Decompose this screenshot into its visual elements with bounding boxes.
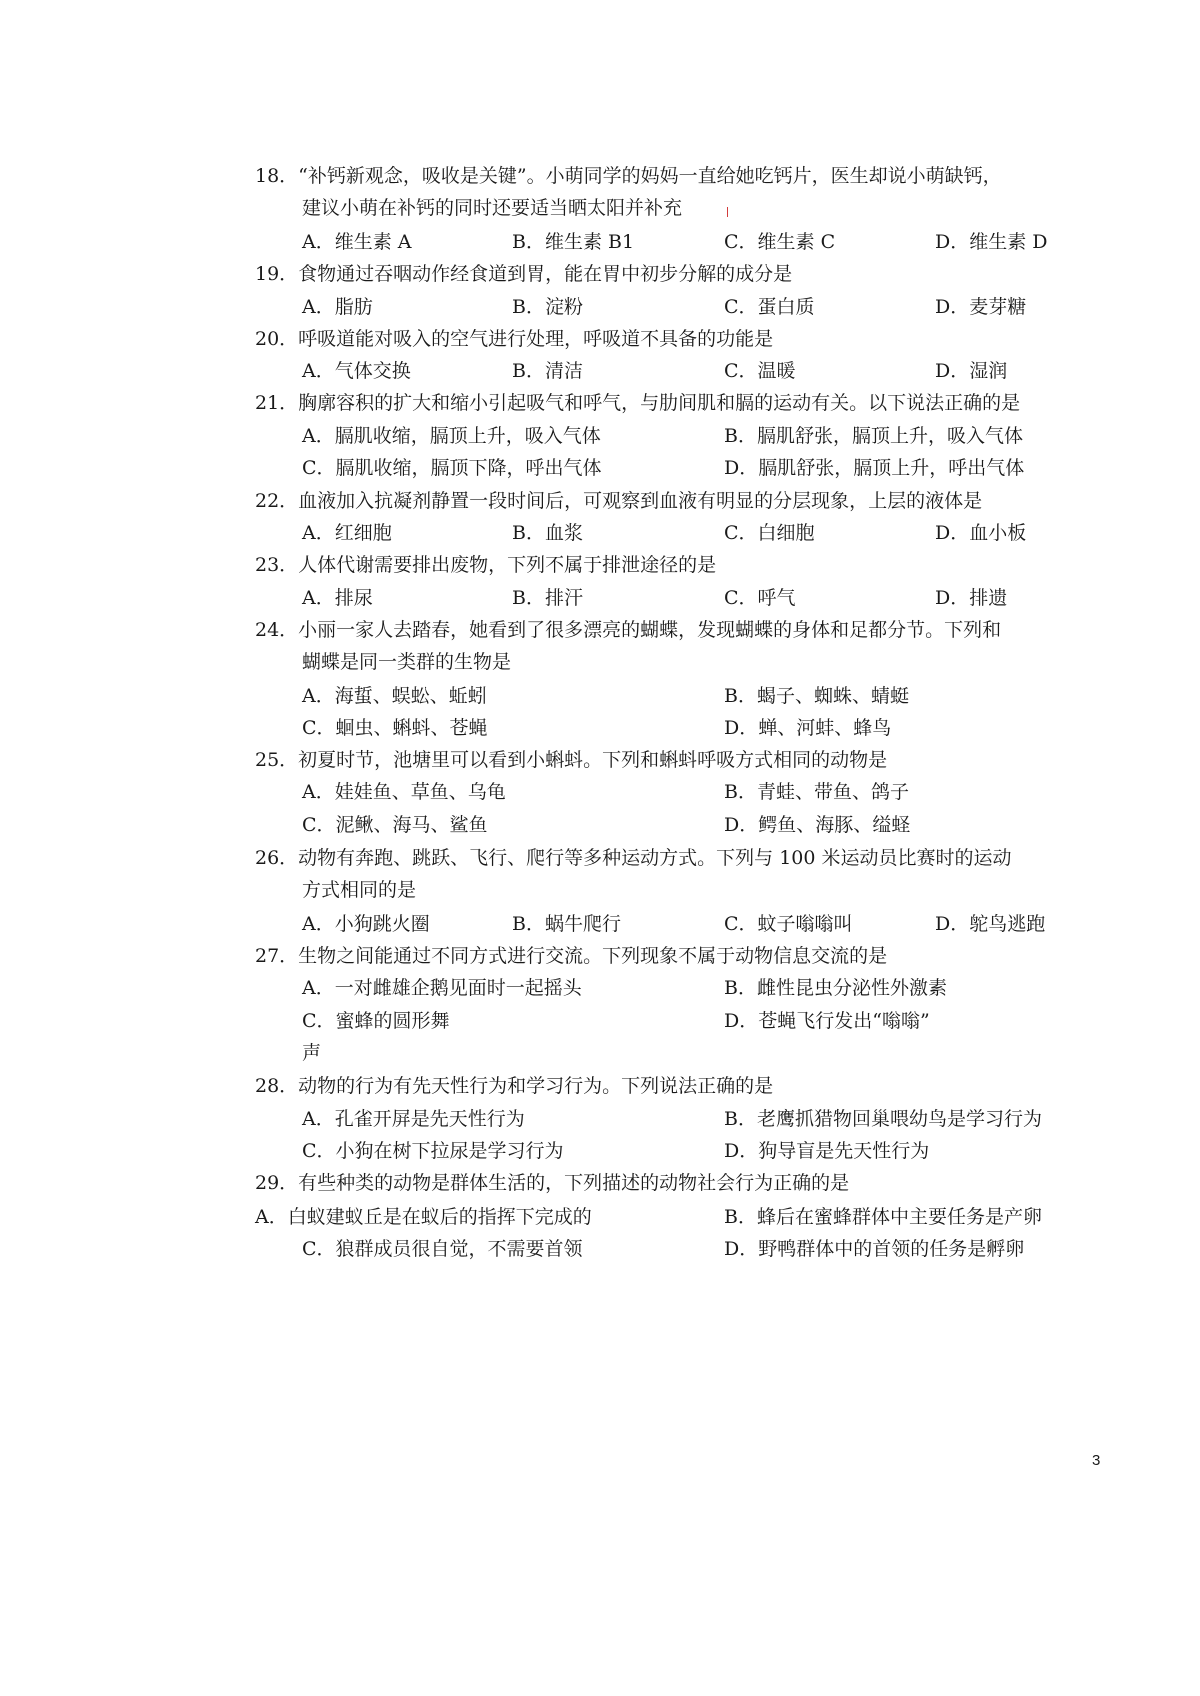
question-28-option-c: C．小狗在树下拉尿是学习行为 xyxy=(302,1140,564,1162)
question-22-option-d: D．血小板 xyxy=(935,522,1027,544)
question-24-option-a: A．海蜇、蜈蚣、蚯蚓 xyxy=(302,685,487,707)
question-23-stem: 23．人体代谢需要排出废物，下列不属于排泄途径的是 xyxy=(255,554,717,576)
question-19-stem: 19．食物通过吞咽动作经食道到胃，能在胃中初步分解的成分是 xyxy=(255,263,793,285)
question-19-option-d: D．麦芽糖 xyxy=(935,296,1027,318)
question-29-stem: 29．有些种类的动物是群体生活的，下列描述的动物社会行为正确的是 xyxy=(255,1172,850,1194)
question-21-option-c: C．膈肌收缩，膈顶下降，呼出气体 xyxy=(302,457,602,479)
question-21-option-d: D．膈肌舒张，膈顶上升，呼出气体 xyxy=(724,457,1025,479)
question-24-stem-line-1: 24．小丽一家人去踏春，她看到了很多漂亮的蝴蝶，发现蝴蝶的身体和足都分节。下列和 xyxy=(255,619,1002,641)
question-28-option-a: A．孔雀开屏是先天性行为 xyxy=(302,1108,525,1130)
question-22-stem: 22．血液加入抗凝剂静置一段时间后，可观察到血液有明显的分层现象，上层的液体是 xyxy=(255,490,983,512)
question-20-option-b: B．清洁 xyxy=(512,360,583,382)
question-26-option-d: D．鸵鸟逃跑 xyxy=(935,913,1046,935)
question-27-option-c: C．蜜蜂的圆形舞 xyxy=(302,1010,450,1032)
question-22-option-c: C．白细胞 xyxy=(724,522,815,544)
question-29-option-a: A．白蚁建蚁丘是在蚁后的指挥下完成的 xyxy=(255,1206,592,1228)
question-18-option-a: A．维生素 A xyxy=(302,231,412,253)
question-25-option-a: A．娃娃鱼、草鱼、乌龟 xyxy=(302,781,506,803)
question-21-option-b: B．膈肌舒张，膈顶上升，吸入气体 xyxy=(724,425,1023,447)
question-18-option-b: B．维生素 B1 xyxy=(512,231,635,253)
question-24-stem-line-2: 蝴蝶是同一类群的生物是 xyxy=(302,651,512,673)
question-27-option-a: A．一对雌雄企鹅见面时一起摇头 xyxy=(302,977,582,999)
question-22-option-a: A．红细胞 xyxy=(302,522,392,544)
question-21-stem: 21．胸廓容积的扩大和缩小引起吸气和呼气，与肋间肌和膈的运动有关。以下说法正确的是 xyxy=(255,392,1021,414)
question-23-option-d: D．排遗 xyxy=(935,587,1008,609)
question-24-option-d: D．蝉、河蚌、蜂鸟 xyxy=(724,717,892,739)
question-25-option-d: D．鳄鱼、海豚、缢蛏 xyxy=(724,814,911,836)
question-23-option-a: A．排尿 xyxy=(302,587,373,609)
question-18-option-d: D．维生素 D xyxy=(935,231,1048,253)
question-27-option-b: B．雌性昆虫分泌性外激素 xyxy=(724,977,947,999)
question-19-option-a: A．脂肪 xyxy=(302,296,373,318)
question-23-option-c: C．呼气 xyxy=(724,587,796,609)
question-25-option-b: B．青蛙、带鱼、鸽子 xyxy=(724,781,909,803)
question-29-option-d: D．野鸭群体中的首领的任务是孵卵 xyxy=(724,1238,1025,1260)
question-20-option-a: A．气体交换 xyxy=(302,360,411,382)
question-18-option-c: C．维生素 C xyxy=(724,231,836,253)
question-22-option-b: B．血浆 xyxy=(512,522,583,544)
question-19-option-b: B．淀粉 xyxy=(512,296,583,318)
question-24-option-b: B．蝎子、蜘蛛、蜻蜓 xyxy=(724,685,909,707)
question-19-option-c: C．蛋白质 xyxy=(724,296,815,318)
question-26-stem-line-1: 26．动物有奔跑、跳跃、飞行、爬行等多种运动方式。下列与 100 米运动员比赛时的运动 xyxy=(255,847,1012,869)
question-27-option-d: D．苍蝇飞行发出“嗡嗡” xyxy=(724,1010,930,1032)
question-20-stem: 20．呼吸道能对吸入的空气进行处理，呼吸道不具备的功能是 xyxy=(255,328,774,350)
question-28-stem: 28．动物的行为有先天性行为和学习行为。下列说法正确的是 xyxy=(255,1075,774,1097)
question-27-option-d-wrap: 声 xyxy=(302,1042,322,1064)
question-26-option-b: B．蜗牛爬行 xyxy=(512,913,621,935)
question-18-stem-line-2: 建议小萌在补钙的同时还要适当晒太阳并补充 xyxy=(302,197,683,219)
question-29-option-b: B．蜂后在蜜蜂群体中主要任务是产卵 xyxy=(724,1206,1042,1228)
text-cursor-mark xyxy=(727,207,728,217)
question-25-stem: 25．初夏时节，池塘里可以看到小蝌蚪。下列和蝌蚪呼吸方式相同的动物是 xyxy=(255,749,888,771)
question-25-option-c: C．泥鳅、海马、鲨鱼 xyxy=(302,814,488,836)
question-26-option-c: C．蚊子嗡嗡叫 xyxy=(724,913,853,935)
question-28-option-b: B．老鹰抓猎物回巢喂幼鸟是学习行为 xyxy=(724,1108,1042,1130)
question-20-option-d: D．湿润 xyxy=(935,360,1008,382)
question-27-stem: 27．生物之间能通过不同方式进行交流。下列现象不属于动物信息交流的是 xyxy=(255,945,888,967)
page-number: 3 xyxy=(1092,1452,1101,1469)
question-18-stem-line-1: 18．“补钙新观念，吸收是关键”。小萌同学的妈妈一直给她吃钙片，医生却说小萌缺钙， xyxy=(255,165,1002,187)
question-26-stem-line-2: 方式相同的是 xyxy=(302,879,417,901)
question-24-option-c: C．蛔虫、蝌蚪、苍蝇 xyxy=(302,717,488,739)
question-20-option-c: C．温暖 xyxy=(724,360,796,382)
question-29-option-c: C．狼群成员很自觉，不需要首领 xyxy=(302,1238,583,1260)
question-26-option-a: A．小狗跳火圈 xyxy=(302,913,430,935)
question-28-option-d: D．狗导盲是先天性行为 xyxy=(724,1140,930,1162)
question-21-option-a: A．膈肌收缩，膈顶上升，吸入气体 xyxy=(302,425,601,447)
question-23-option-b: B．排汗 xyxy=(512,587,583,609)
